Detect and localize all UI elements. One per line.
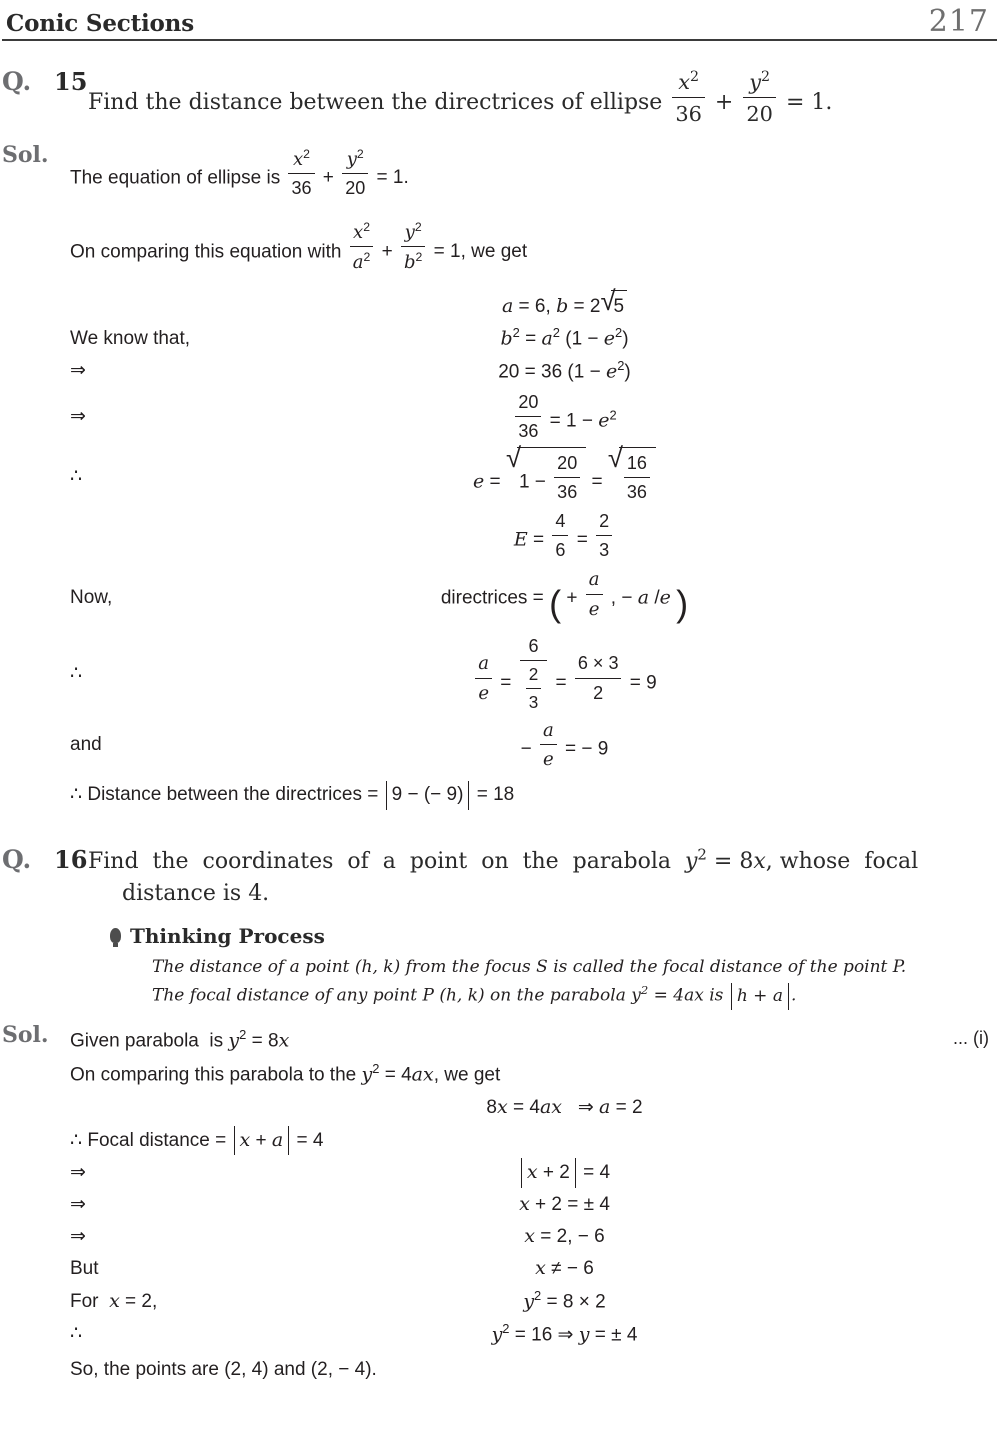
question-15-prompt: Find the distance between the directrices of ellipse — [88, 90, 663, 116]
sol15-line-7-label: ∴ — [70, 465, 83, 487]
page-number: 217 — [928, 4, 989, 39]
question-number: 15 — [54, 67, 88, 96]
solution-label: Sol. — [2, 1022, 49, 1048]
sol16-line-7-label: ⇒ — [70, 1225, 86, 1247]
solution-label: Sol. — [2, 141, 49, 168]
sol15-line-5-eq: 20 = 36 $(1 - e^2)$ — [498, 358, 631, 383]
sol15-line-4 — [70, 323, 999, 354]
sol16-line-1-ref: ... (i) — [953, 1028, 989, 1048]
question-16-line2: distance is 4. — [122, 881, 270, 907]
sol15-line-5-label: ⇒ — [70, 360, 86, 382]
sol15-line-11 — [70, 717, 999, 773]
question-16-row — [0, 845, 999, 910]
sol15-line-9-eq: directrices = ( + $\frac{a}{e}$ , − a /e ) — [440, 569, 689, 624]
sol16-line-2: On comparing this parabola to the $y^2 = 4ax$, we get — [70, 1060, 501, 1086]
sol16-line-5-label: ⇒ — [70, 1161, 86, 1183]
sol15-line-4-eq: $b^2 = a^2$ $(1 - e^2)$ — [500, 325, 629, 350]
sol15-line-9 — [70, 566, 999, 630]
thinking-line-2: The focal distance of any point P (h, k) on the parabola $y^2 = 4ax$ is h + a . — [152, 981, 999, 1010]
question-16-text — [88, 845, 999, 910]
sol16-line-6-label: ⇒ — [70, 1193, 86, 1215]
sol16-line-7-eq: x = 2, − 6 — [524, 1225, 605, 1248]
sol15-line-9-label: Now, — [70, 587, 113, 609]
sol15-line-5 — [70, 356, 999, 387]
question-15-equation: $\frac{x^2}{36}$ + $\frac{y^2}{20}$ = 1. — [669, 90, 832, 115]
sol16-line-10-eq: $y^2 = 16$ ⇒ y = ± 4 — [491, 1320, 638, 1346]
sol15-line-1-text: The equation of ellipse is — [70, 167, 281, 189]
question-number: 16 — [54, 844, 88, 874]
solution-16-row — [0, 1022, 999, 1387]
sol16-line-5 — [70, 1158, 999, 1188]
thinking-process-heading — [110, 924, 999, 948]
sol16-line-8-label: But — [70, 1257, 99, 1279]
thinking-process-text — [152, 954, 999, 1010]
sol15-line-6-eq: $\frac{20}{36}$ = $1 - e^2$ — [260, 389, 999, 445]
sol15-line-7 — [70, 447, 999, 506]
sol15-line-7-eq: e = √ 1 − $\frac{20}{36}$ = √ $\frac{16}{36}$ — [260, 447, 999, 506]
sol16-line-9-eq: $y^2 = 8 \times 2$ — [523, 1288, 606, 1313]
sol15-line-10 — [70, 633, 999, 715]
sol15-line-1-eq: $\frac{x^2}{36}$ + $\frac{y^2}{20}$ = 1. — [285, 167, 408, 188]
sol16-line-3-eq: 8x = 4ax ⇒ a = 2 — [486, 1095, 643, 1118]
thinking-line-1: The distance of a point (h, k) from the focus S is called the focal distance of the point P. — [152, 956, 907, 977]
sol16-line-9 — [70, 1286, 999, 1317]
sol15-line-1 — [70, 145, 999, 202]
sol15-line-4-label: We know that, — [70, 327, 191, 349]
sol15-line-11-label: and — [70, 734, 102, 756]
sol15-line-12: ∴ Distance between the directrices = 9 − (− 9) = 18 — [70, 781, 999, 810]
sol15-line-8-eq: E = $\frac{4}{6}$ = $\frac{2}{3}$ — [260, 508, 999, 564]
question-label: Q. — [2, 67, 32, 96]
sol15-line-8 — [70, 508, 999, 564]
sol16-line-3 — [70, 1093, 999, 1123]
solution-15-body — [70, 142, 999, 813]
sol16-line-6 — [70, 1190, 999, 1220]
sol15-line-2-text: On comparing this equation with — [70, 241, 342, 263]
sol15-line-10-eq: $\frac{a}{e}$ = $\frac{6}{\frac{2}{3}}$ = $\frac{6 \times 3}{2}$ = 9 — [260, 633, 999, 715]
sol15-line-10-label: ∴ — [70, 662, 83, 684]
question-16-line1: Find the coordinates of a point on the parabola $y^2 = 8x$, whose focal — [88, 845, 919, 875]
sol16-line-7 — [70, 1222, 999, 1252]
thinking-process-title: Thinking Process — [130, 923, 325, 948]
solution-16-body — [70, 1022, 999, 1387]
solution-15-row — [0, 142, 999, 813]
sol15-line-6-label: ⇒ — [70, 405, 86, 427]
question-label: Q. — [2, 844, 32, 874]
sol15-line-2-eq: $\frac{x^2}{a^2}$ + $\frac{y^2}{b^2}$ = 1, we get — [347, 241, 527, 262]
sol15-line-3 — [70, 290, 999, 322]
sol15-line-11-eq: − $\frac{a}{e}$ = − 9 — [260, 717, 999, 773]
sol16-line-11: So, the points are (2, 4) and (2, − 4). — [70, 1358, 377, 1380]
sol15-line-6 — [70, 389, 999, 445]
chapter-title: Conic Sections — [6, 10, 194, 37]
page-header — [2, 0, 997, 41]
thinking-process-box — [110, 924, 999, 1010]
sol16-line-10-label: ∴ — [70, 1323, 83, 1345]
sol16-line-8 — [70, 1254, 999, 1284]
sol15-line-2 — [70, 218, 999, 276]
question-16-block — [0, 845, 999, 1387]
sol16-line-8-eq: x ≠ − 6 — [535, 1257, 594, 1280]
bulb-icon — [110, 928, 121, 943]
sol16-line-4: ∴ Focal distance = x + a = 4 — [70, 1126, 999, 1156]
question-15-block — [0, 67, 999, 813]
sol16-line-9-label: For x = 2, — [70, 1289, 158, 1312]
sol15-line-3-eq: a = 6, b = 2 √ 5 — [260, 290, 999, 322]
sol16-line-5-eq: x + 2 = 4 — [260, 1158, 999, 1188]
sol16-line-1: Given parabola is $y^2 = 8x$ ... (i) — [70, 1027, 989, 1052]
sol16-line-10 — [70, 1319, 999, 1350]
question-15-text — [88, 67, 999, 130]
question-15-row — [0, 67, 999, 130]
sol16-line-6-eq: x + 2 = ± 4 — [519, 1193, 610, 1216]
